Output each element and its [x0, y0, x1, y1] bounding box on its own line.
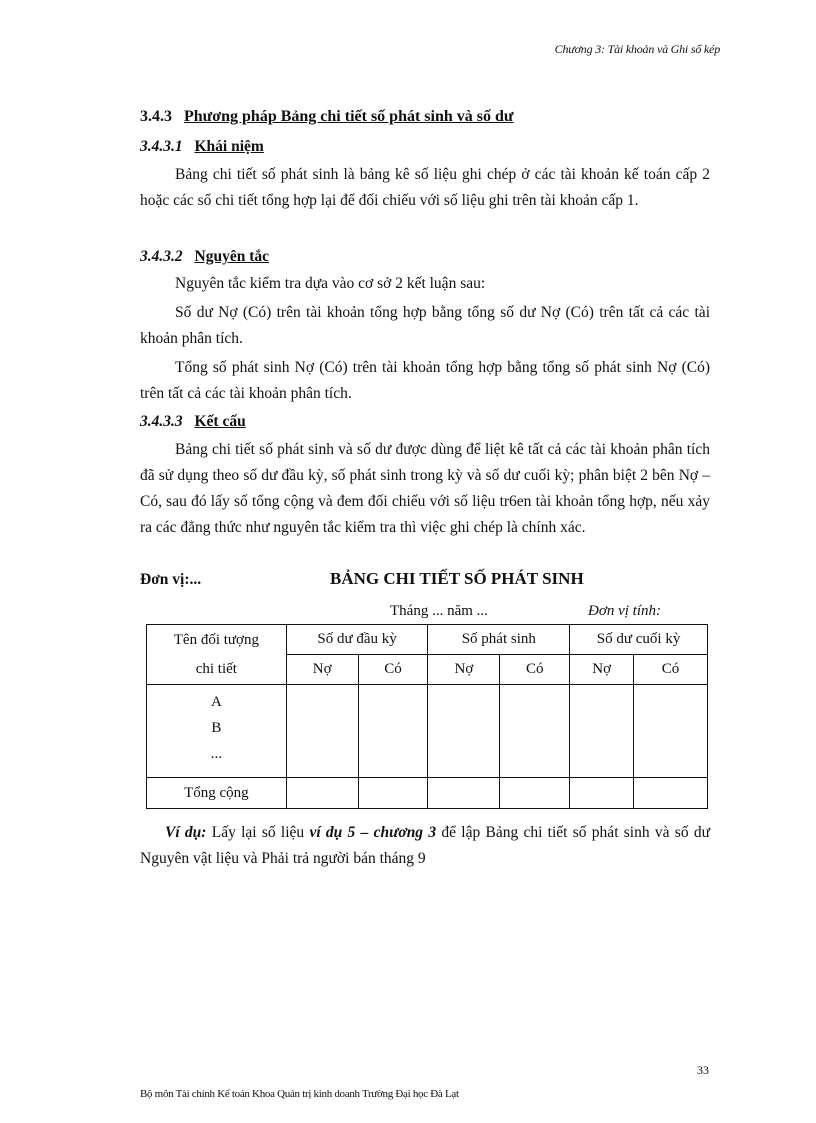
- total-label: Tổng cộng: [147, 778, 287, 809]
- col-object-line2: chi tiết: [195, 660, 237, 677]
- subsection-number: 3.4.3.3: [140, 413, 183, 430]
- subsection-title: Nguyên tắc: [194, 248, 269, 265]
- table-cell: [634, 778, 708, 809]
- sub-header-debit: Nợ: [570, 655, 634, 685]
- table-cell: [570, 778, 634, 809]
- subsection-heading-khai-niem: [140, 138, 264, 156]
- sub-header-debit: Nợ: [428, 655, 500, 685]
- sub-header-credit: Có: [500, 655, 570, 685]
- table-title: BẢNG CHI TIẾT SỐ PHÁT SINH: [330, 569, 584, 588]
- table-cell: [286, 778, 358, 809]
- table-row-label: B: [211, 720, 222, 736]
- table-cell: [634, 685, 708, 778]
- subsection-title: Khái niệm: [194, 138, 264, 155]
- table-cell: [358, 778, 428, 809]
- table-row-label: ...: [210, 746, 222, 762]
- paragraph: Tổng số phát sinh Nợ (Có) trên tài khoản tổng hợp bằng tổng số phát sinh Nợ (Có) trên tất cả các tài khoản phân tích.: [140, 359, 710, 402]
- table-unit-of-measure: Đơn vị tính:: [588, 603, 661, 619]
- table-cell: [500, 685, 570, 778]
- table-row-label: A: [210, 694, 222, 710]
- sub-header-credit: Có: [634, 655, 708, 685]
- running-header: Chương 3: Tài khoản và Ghi sổ kép: [554, 42, 720, 56]
- sub-header-debit: Nợ: [286, 655, 358, 685]
- group-header-closing-balance: Số dư cuối kỳ: [570, 625, 708, 655]
- sub-header-credit: Có: [358, 655, 428, 685]
- table-cell: [428, 778, 500, 809]
- table-month-line: Tháng ... năm ...: [390, 603, 488, 619]
- subsection-heading-nguyen-tac: [140, 248, 269, 266]
- table-cell: [500, 778, 570, 809]
- section-number: 3.4.3: [140, 108, 172, 125]
- example-text: Lấy lại số liệu: [206, 824, 310, 841]
- table-cell: [570, 685, 634, 778]
- unit-label: Đơn vị:...: [140, 571, 202, 588]
- subsection-title: Kết cấu: [194, 413, 246, 430]
- paragraph: Bảng chi tiết số phát sinh là bảng kê số liệu ghi chép ở các tài khoản kế toán cấp 2 hoặc các sổ chi tiết tổng hợp lại để đối chiếu với số liệu ghi trên tài khoản cấp 1.: [140, 166, 710, 209]
- subsection-heading-ket-cau: [140, 413, 246, 431]
- table-cell: [428, 685, 500, 778]
- subsection-number: 3.4.3.2: [140, 248, 183, 265]
- paragraph: Nguyên tắc kiểm tra dựa vào cơ sở 2 kết luận sau:: [175, 275, 486, 292]
- example-text: để lập Bảng chi tiết số phát sinh và số dư Nguyên vật liệu và Phải trả người bán tháng 9: [140, 824, 710, 867]
- page-number: 33: [697, 1063, 709, 1077]
- object-list-cell: [147, 685, 287, 778]
- paragraph: Số dư Nợ (Có) trên tài khoản tổng hợp bằng tổng số dư Nợ (Có) trên tất cả các tài khoản phân tích.: [140, 304, 710, 347]
- detail-table: [146, 624, 708, 809]
- table-cell: [286, 685, 358, 778]
- example-reference: ví dụ 5 – chương 3: [309, 824, 437, 841]
- page-footer: Bộ môn Tài chính Kế toán Khoa Quản trị kinh doanh Trường Đại học Đà Lạt: [140, 1088, 459, 1100]
- table-cell: [358, 685, 428, 778]
- group-header-movements: Số phát sinh: [428, 625, 570, 655]
- section-heading: [140, 108, 514, 126]
- example-lead: Ví dụ:: [165, 824, 207, 841]
- subsection-number: 3.4.3.1: [140, 138, 183, 155]
- col-object-header: [147, 625, 287, 685]
- col-object-line1: Tên đối tượng: [173, 631, 259, 648]
- paragraph: Bảng chi tiết số phát sinh và số dư được dùng để liệt kê tất cả các tài khoản phân tích đã sử dụng theo số dư đầu kỳ, số phát sinh trong kỳ và số dư cuối kỳ; phân biệt 2 bên Nợ – Có, sau đó lấy số tổng cộng và đem đối chiếu với số liệu tr6en tài khoản tổng hợp, nếu xảy ra các đẳng thức như nguyên tắc kiểm tra thì việc ghi chép là chính xác.: [140, 441, 710, 536]
- group-header-opening-balance: Số dư đầu kỳ: [286, 625, 428, 655]
- section-title: Phương pháp Bảng chi tiết số phát sinh và số dư: [184, 108, 514, 125]
- example-paragraph: [140, 820, 710, 872]
